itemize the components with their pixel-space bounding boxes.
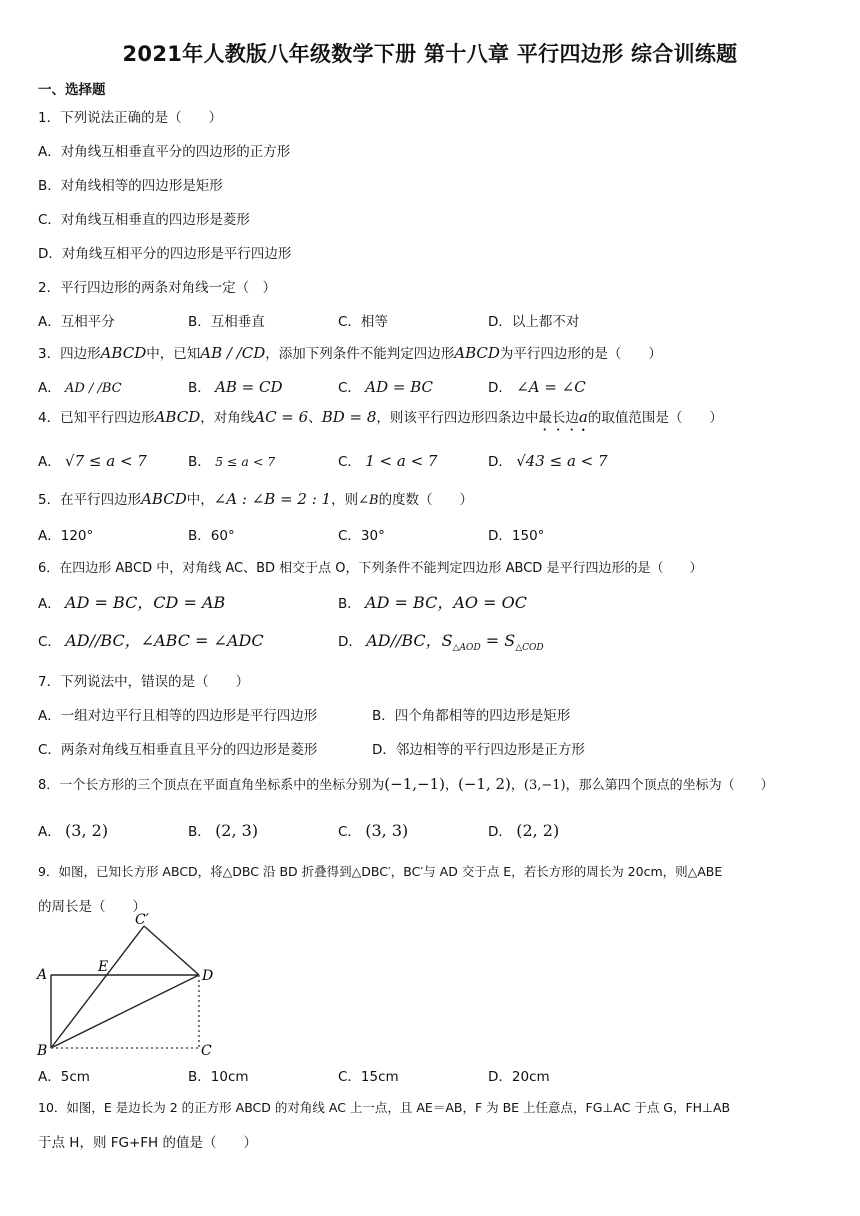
- q6-stem: 6．在四边形 ABCD 中，对角线 AC、BD 相交于点 O，下列条件不能判定四边形 ABCD 是平行四边形的是（ ）: [38, 561, 703, 576]
- q1-option-c: C．对角线互相垂直的四边形是菱形: [38, 212, 250, 228]
- q8-option-c: C． (3, 3): [338, 821, 409, 840]
- q6-option-d: D． AD//BC，$S_{\triangle AOD} = S_{\triangle COD}$: [338, 631, 544, 654]
- q9-option-b: B．10cm: [188, 1069, 249, 1085]
- q8-option-d: D． (2, 2): [488, 821, 560, 840]
- q2-option-b: B．互相垂直: [188, 314, 265, 330]
- q9-option-d: D．20cm: [488, 1069, 550, 1085]
- section-heading: 一、选择题: [38, 82, 106, 98]
- q1-option-b: B．对角线相等的四边形是矩形: [38, 178, 223, 194]
- segment-bc-prime: [51, 926, 144, 1048]
- q4-stem: 4．已知平行四边形ABCD，对角线AC = 6、BD = 8，则该平行四边形四条边中最长边a的取值范围是（ ）: [38, 408, 723, 426]
- q3-option-a: A． AD / /BC: [38, 380, 122, 396]
- q4-option-a: A． √7 ≤ a < 7: [38, 452, 147, 470]
- q6-option-a: A． AD = BC，CD = AB: [38, 593, 226, 612]
- q3-stem: 3．四边形ABCD中，已知AB / /CD，添加下列条件不能判定四边形ABCD为平行四边形的是（ ）: [38, 344, 662, 362]
- q3-option-b: B． AB = CD: [188, 378, 283, 396]
- label-a: A: [37, 967, 48, 983]
- q9-stem-line2: 的周长是（ ）: [38, 899, 146, 915]
- q2-option-c: C．相等: [338, 314, 388, 330]
- q4-option-b: B． 5 ≤ a < 7: [188, 454, 276, 470]
- q1-option-d: D．对角线互相平分的四边形是平行四边形: [38, 246, 292, 262]
- q3-option-d: D． ∠A = ∠C: [488, 378, 586, 396]
- q1-option-a: A．对角线互相垂直平分的四边形的正方形: [38, 144, 291, 160]
- q7-option-c: C．两条对角线互相垂直且平分的四边形是菱形: [38, 742, 318, 758]
- q5-option-b: B．60°: [188, 528, 235, 544]
- q4-option-d: D． √43 ≤ a < 7: [488, 452, 608, 470]
- q2-option-d: D．以上都不对: [488, 314, 580, 330]
- q10-stem-line1: 10．如图，E 是边长为 2 的正方形 ABCD 的对角线 AC 上一点，且 AE＝AB，F 为 BE 上任意点，FG⊥AC 于点 G，FH⊥AB: [38, 1100, 731, 1115]
- q7-option-a: A．一组对边平行且相等的四边形是平行四边形: [38, 708, 318, 724]
- q2-option-a: A．互相平分: [38, 314, 115, 330]
- q5-stem: 5．在平行四边形ABCD中，∠A : ∠B = 2 : 1，则∠B的度数（ ）: [38, 490, 474, 508]
- q8-option-a: A． (3, 2): [38, 821, 109, 840]
- q9-figure: [30, 912, 230, 1062]
- segment-c-prime-d: [144, 926, 199, 975]
- label-d: D: [202, 968, 214, 984]
- segment-bd: [51, 975, 199, 1048]
- label-c-prime: C′: [135, 912, 149, 928]
- q6-option-c: C． AD//BC，∠ABC = ∠ADC: [38, 631, 264, 650]
- q1-stem: 1．下列说法正确的是（ ）: [38, 110, 223, 126]
- q9-option-c: C．15cm: [338, 1069, 399, 1085]
- q5-option-c: C．30°: [338, 528, 385, 544]
- q9-stem-line1: 9．如图，已知长方形 ABCD，将△DBC 沿 BD 折叠得到△DBC′，BC′与 AD 交于点 E，若长方形的周长为 20cm，则△ABE: [38, 864, 723, 879]
- q2-stem: 2．平行四边形的两条对角线一定（ ）: [38, 280, 277, 296]
- page-title: 2021年人教版八年级数学下册 第十八章 平行四边形 综合训练题: [122, 42, 738, 66]
- q5-option-a: A．120°: [38, 528, 94, 544]
- q3-option-c: C． AD = BC: [338, 378, 433, 396]
- label-e: E: [98, 959, 109, 975]
- q5-option-d: D．150°: [488, 528, 545, 544]
- q7-stem: 7．下列说法中，错误的是（ ）: [38, 674, 250, 690]
- q7-option-b: B．四个角都相等的四边形是矩形: [372, 708, 571, 724]
- q4-option-c: C． 1 < a < 7: [338, 452, 438, 470]
- label-b: B: [37, 1043, 48, 1059]
- q9-option-a: A．5cm: [38, 1069, 90, 1085]
- q8-option-b: B． (2, 3): [188, 821, 259, 840]
- q10-stem-line2: 于点 H，则 FG+FH 的值是（ ）: [38, 1135, 257, 1151]
- label-c: C: [201, 1043, 212, 1059]
- q8-stem: 8．一个长方形的三个顶点在平面直角坐标系中的坐标分别为(−1,−1)，(−1, 2)，(3,−1)，那么第四个顶点的坐标为（ ）: [38, 775, 774, 793]
- q6-option-b: B． AD = BC，AO = OC: [338, 593, 527, 612]
- q7-option-d: D．邻边相等的平行四边形是正方形: [372, 742, 585, 758]
